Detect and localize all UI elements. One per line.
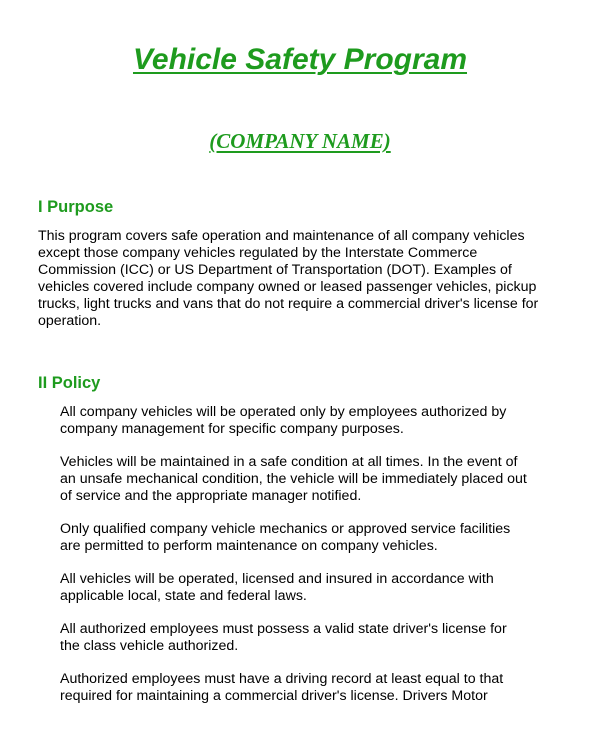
purpose-line: Commission (ICC) or US Department of Transportation (DOT). Examples of	[38, 262, 512, 278]
policy-line: company management for specific company purposes.	[60, 421, 404, 437]
policy-item-driving-record	[60, 671, 570, 705]
purpose-line: trucks, light trucks and vans that do not require a commercial driver's license for	[38, 296, 539, 312]
policy-line: of service and the appropriate manager notified.	[60, 488, 362, 504]
policy-line: Only qualified company vehicle mechanics or approved service facilities	[60, 521, 511, 537]
document-title: Vehicle Safety Program	[132, 43, 468, 76]
policy-item-safe-condition	[60, 454, 570, 505]
policy-item-valid-license	[60, 621, 570, 655]
policy-line: applicable local, state and federal laws.	[60, 588, 307, 604]
policy-line: the class vehicle authorized.	[60, 638, 239, 654]
purpose-line: vehicles covered include company owned or leased passenger vehicles, pickup	[38, 279, 537, 295]
policy-line: are permitted to perform maintenance on company vehicles.	[60, 538, 438, 554]
policy-line: All company vehicles will be operated only by employees authorized by	[60, 404, 507, 420]
purpose-paragraph	[38, 228, 558, 330]
policy-item-qualified-maintenance	[60, 521, 570, 555]
company-name-placeholder: (COMPANY NAME)	[209, 129, 391, 153]
policy-list	[60, 404, 570, 721]
policy-line: Authorized employees must have a driving record at least equal to that	[60, 671, 504, 687]
policy-heading: II Policy	[38, 374, 101, 392]
policy-line: required for maintaining a commercial driver's license. Drivers Motor	[60, 688, 488, 704]
policy-line: All authorized employees must possess a valid state driver's license for	[60, 621, 507, 637]
purpose-line: This program covers safe operation and maintenance of all company vehicles	[38, 228, 525, 244]
policy-line: Vehicles will be maintained in a safe condition at all times. In the event of	[60, 454, 518, 470]
policy-line: an unsafe mechanical condition, the vehicle will be immediately placed out	[60, 471, 527, 487]
purpose-heading: I Purpose	[38, 198, 114, 216]
purpose-line: operation.	[38, 313, 102, 329]
purpose-line: except those company vehicles regulated by the Interstate Commerce	[38, 245, 478, 261]
policy-item-licensed-insured	[60, 571, 570, 605]
policy-line: All vehicles will be operated, licensed and insured in accordance with	[60, 571, 494, 587]
policy-item-authorized-operation	[60, 404, 570, 438]
